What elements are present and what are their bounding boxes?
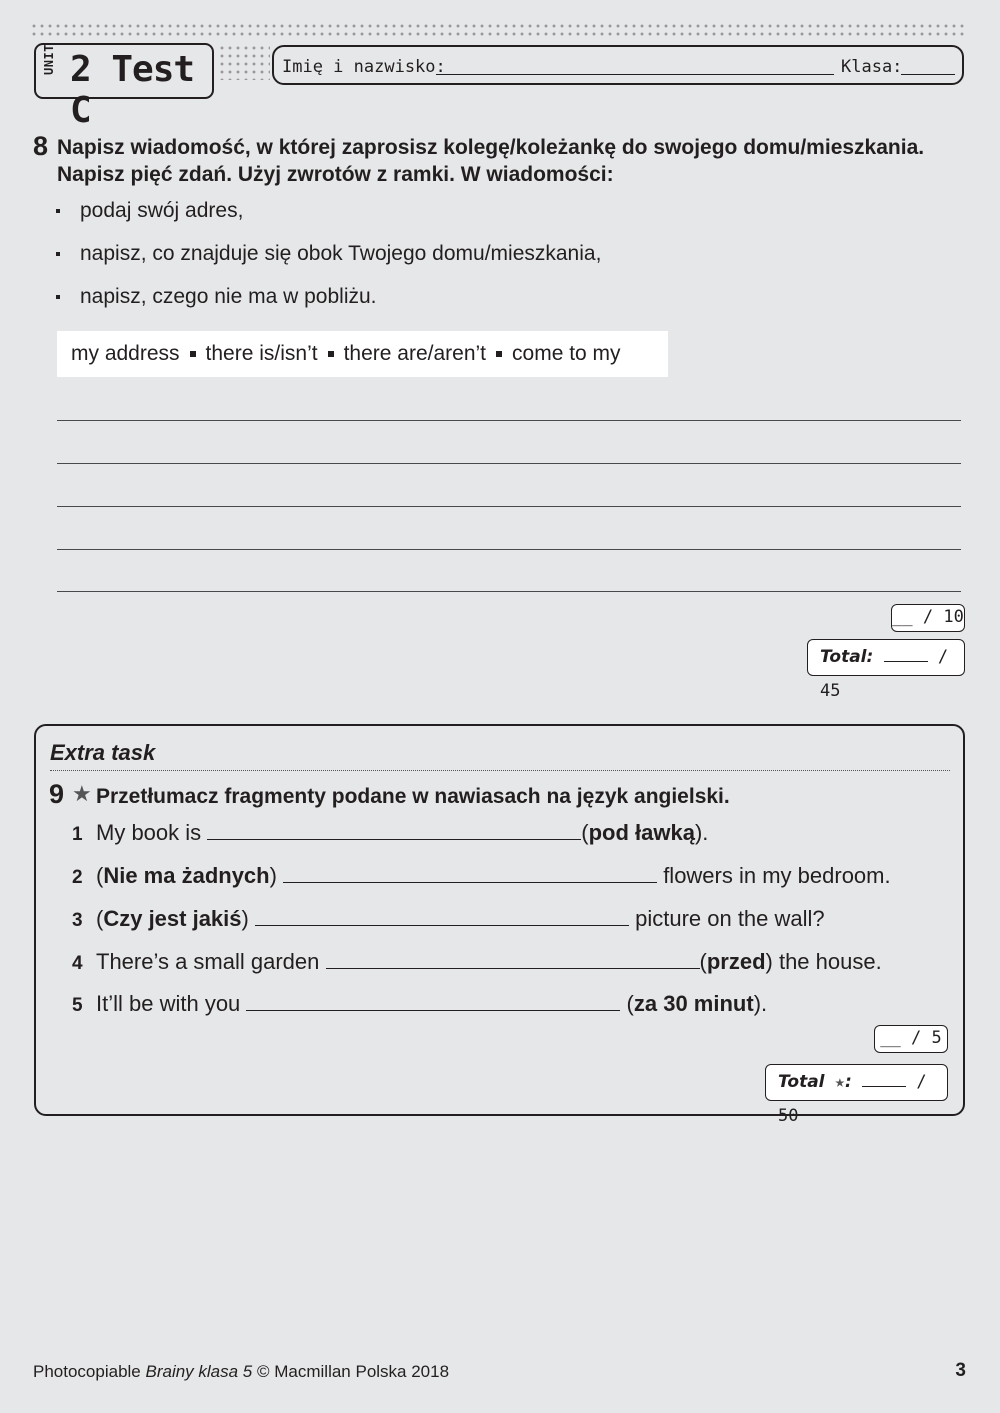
total-label: Total: [820,647,874,667]
answer-blank[interactable] [283,881,657,883]
page-number: 3 [955,1360,966,1381]
phrase: there is/isn’t [205,342,318,365]
exercise-8-instruction-line1: Napisz wiadomość, w której zaprosisz kolegę/koleżankę do swojego domu/mieszkania. [57,136,925,159]
exercise-9-item-2: 2 (Nie ma żadnych) flowers in my bedroom. [72,863,891,888]
phrase: come to my [512,342,621,365]
name-class-box [272,45,964,85]
answer-blank[interactable] [255,924,629,926]
exercise-9-item-4: 4 There’s a small garden (przed) the house. [72,949,882,974]
phrase-box [57,331,668,377]
header-dots-middle [218,44,270,80]
bullet-item: podaj swój adres, [56,199,243,223]
exercise-9-item-1: 1 My book is (pod ławką). [72,820,709,845]
exercise-9-item-3: 3 (Czy jest jakiś) picture on the wall? [72,906,825,931]
name-field[interactable] [436,74,834,75]
extra-total-score-box[interactable]: Total ★: / 50 [765,1064,948,1101]
answer-line[interactable] [57,549,961,550]
unit-word: UNIT [42,44,56,75]
exercise-8-score[interactable]: __ / 10 [891,604,965,632]
answer-line[interactable] [57,506,961,507]
answer-line[interactable] [57,591,961,592]
class-label: Klasa: [841,57,903,77]
answer-blank[interactable] [326,967,700,969]
total-score-box[interactable] [807,639,965,701]
name-label: Imię i nazwisko: [282,57,446,77]
answer-blank[interactable] [207,838,581,840]
extra-task-title: Extra task [50,740,156,765]
star-icon: ★ [72,781,92,806]
exercise-8-instruction-line2: Napisz pięć zdań. Użyj zwrotów z ramki. W wiadomości: [57,163,614,186]
bullet-item: napisz, co znajduje się obok Twojego domu/mieszkania, [56,242,601,266]
phrase: my address [71,342,180,365]
header-dots-top [30,22,966,40]
extra-total-label: Total [778,1072,825,1092]
bullet-item: napisz, czego nie ma w pobliżu. [56,285,377,309]
unit-badge [34,43,214,131]
total-score: / 45 [820,647,949,701]
answer-line[interactable] [57,420,961,421]
extra-task-divider [50,770,950,771]
phrase: there are/aren’t [343,342,487,365]
exercise-9-number: 9 [49,779,65,809]
answer-blank[interactable] [246,1009,620,1011]
extra-total-score: / 50 [778,1072,927,1126]
star-icon: ★ [834,1072,846,1092]
unit-title: 2 Test C [70,49,195,131]
exercise-8-number: 8 [33,131,49,161]
exercise-9-instruction: Przetłumacz fragmenty podane w nawiasach na język angielski. [96,785,730,808]
footer-copyright: Photocopiable Brainy klasa 5 © Macmillan Polska 2018 [33,1362,450,1381]
exercise-9-score[interactable]: __ / 5 [874,1025,948,1053]
answer-line[interactable] [57,463,961,464]
class-field[interactable] [901,74,955,75]
exercise-9-item-5: 5 It’ll be with you (za 30 minut). [72,991,768,1016]
